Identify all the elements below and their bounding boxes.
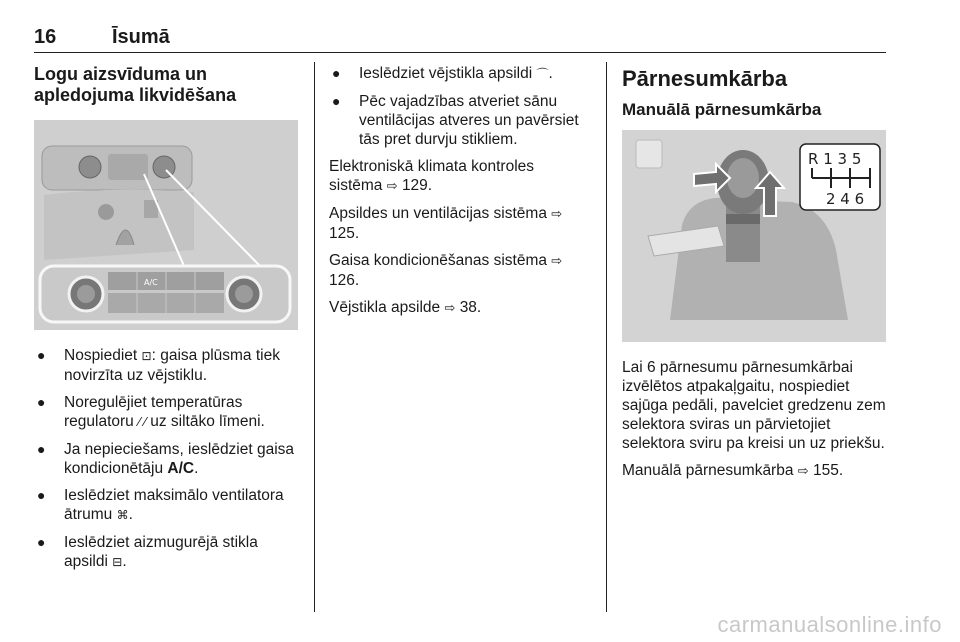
list-item: ● Ieslēdziet aizmugurējā stikla apsildi ⊟. bbox=[37, 534, 258, 570]
column-defog bbox=[34, 64, 300, 580]
page-ref-arrow-icon: ⇨ bbox=[797, 464, 809, 479]
defog-steps bbox=[34, 346, 300, 572]
page-ref-arrow-icon: ⇨ bbox=[386, 179, 398, 194]
page-title: Īsumā bbox=[112, 26, 170, 48]
climate-control-illustration bbox=[34, 120, 298, 330]
fan-icon: ⌘ bbox=[116, 508, 129, 522]
watermark: carmanualsonline.info bbox=[717, 612, 942, 637]
column-defog-continued bbox=[329, 64, 591, 326]
ac-button-label: A/C bbox=[167, 460, 195, 477]
section-title-transmission: Pārnesumkārba bbox=[622, 66, 788, 91]
subsection-title-manual: Manuālā pārnesumkārba bbox=[622, 100, 822, 119]
list-item: ● Ieslēdziet vējstikla apsildi ⌒. bbox=[332, 65, 553, 82]
page-header bbox=[34, 22, 886, 53]
list-item: ● Ja nepieciešams, ieslēdziet gaisa kondicionētāju A/C. bbox=[37, 441, 295, 477]
ref-windscreen-heating[interactable]: Vējstikla apsilde ⇨ 38. bbox=[329, 299, 482, 316]
list-item: ● Pēc vajadzības atveriet sānu ventilācijas atveres un pavērsiet tās pret durvju stikliem. bbox=[332, 93, 579, 148]
ref-heating-ventilation[interactable]: Apsildes un ventilācijas sistēma ⇨ 125. bbox=[329, 205, 563, 242]
page-number: 16 bbox=[34, 26, 57, 48]
column-divider bbox=[314, 62, 315, 612]
gear-pattern-top-label: R 1 3 5 bbox=[808, 150, 862, 168]
climate-control-figure bbox=[34, 120, 298, 330]
reverse-gear-instructions: Lai 6 pārnesumu pārnesumkārbai izvēlētos atpakaļgaitu, nospiediet sajūga pedāli, pavelciet gredzenu zem selektora sviras un pārvietojiet selektora sviru pa kreisi un uz priekšu. bbox=[622, 359, 886, 452]
list-item: ● Noregulējiet temperatūras regulatoru ⁄ ⁄ uz siltāko līmeni. bbox=[37, 394, 265, 430]
ac-label: A/C bbox=[144, 278, 158, 287]
section-title-defog: Logu aizsvīduma un apledojuma likvidēšana bbox=[34, 64, 237, 105]
ref-manual-transmission[interactable]: Manuālā pārnesumkārba ⇨ 155. bbox=[622, 462, 844, 479]
list-item: ● Ieslēdziet maksimālo ventilatora ātrumu ⌘. bbox=[37, 487, 284, 523]
list-item: ● Nospiediet ⊡: gaisa plūsma tiek novirzīta uz vējstiklu. bbox=[37, 347, 280, 384]
gear-lever-illustration bbox=[622, 130, 886, 342]
temperature-knob-icon: ⁄ ⁄ bbox=[138, 415, 146, 429]
page-ref-arrow-icon: ⇨ bbox=[444, 301, 456, 316]
gear-pattern-bottom-label: 2 4 6 bbox=[826, 190, 865, 208]
rear-window-heat-icon: ⊟ bbox=[112, 555, 123, 569]
page-ref-arrow-icon: ⇨ bbox=[551, 207, 563, 222]
ref-climate-control[interactable]: Elektroniskā klimata kontroles sistēma ⇨ 129. bbox=[329, 158, 535, 194]
gear-lever-figure bbox=[622, 130, 886, 342]
ref-air-conditioning[interactable]: Gaisa kondicionēšanas sistēma ⇨ 126. bbox=[329, 252, 563, 289]
column-transmission bbox=[622, 66, 888, 489]
defog-steps-continued bbox=[329, 64, 591, 149]
windscreen-heat-icon: ⌒ bbox=[536, 67, 549, 81]
column-divider bbox=[606, 62, 607, 612]
page-ref-arrow-icon: ⇨ bbox=[551, 254, 563, 269]
windscreen-air-icon: ⊡ bbox=[141, 349, 152, 363]
